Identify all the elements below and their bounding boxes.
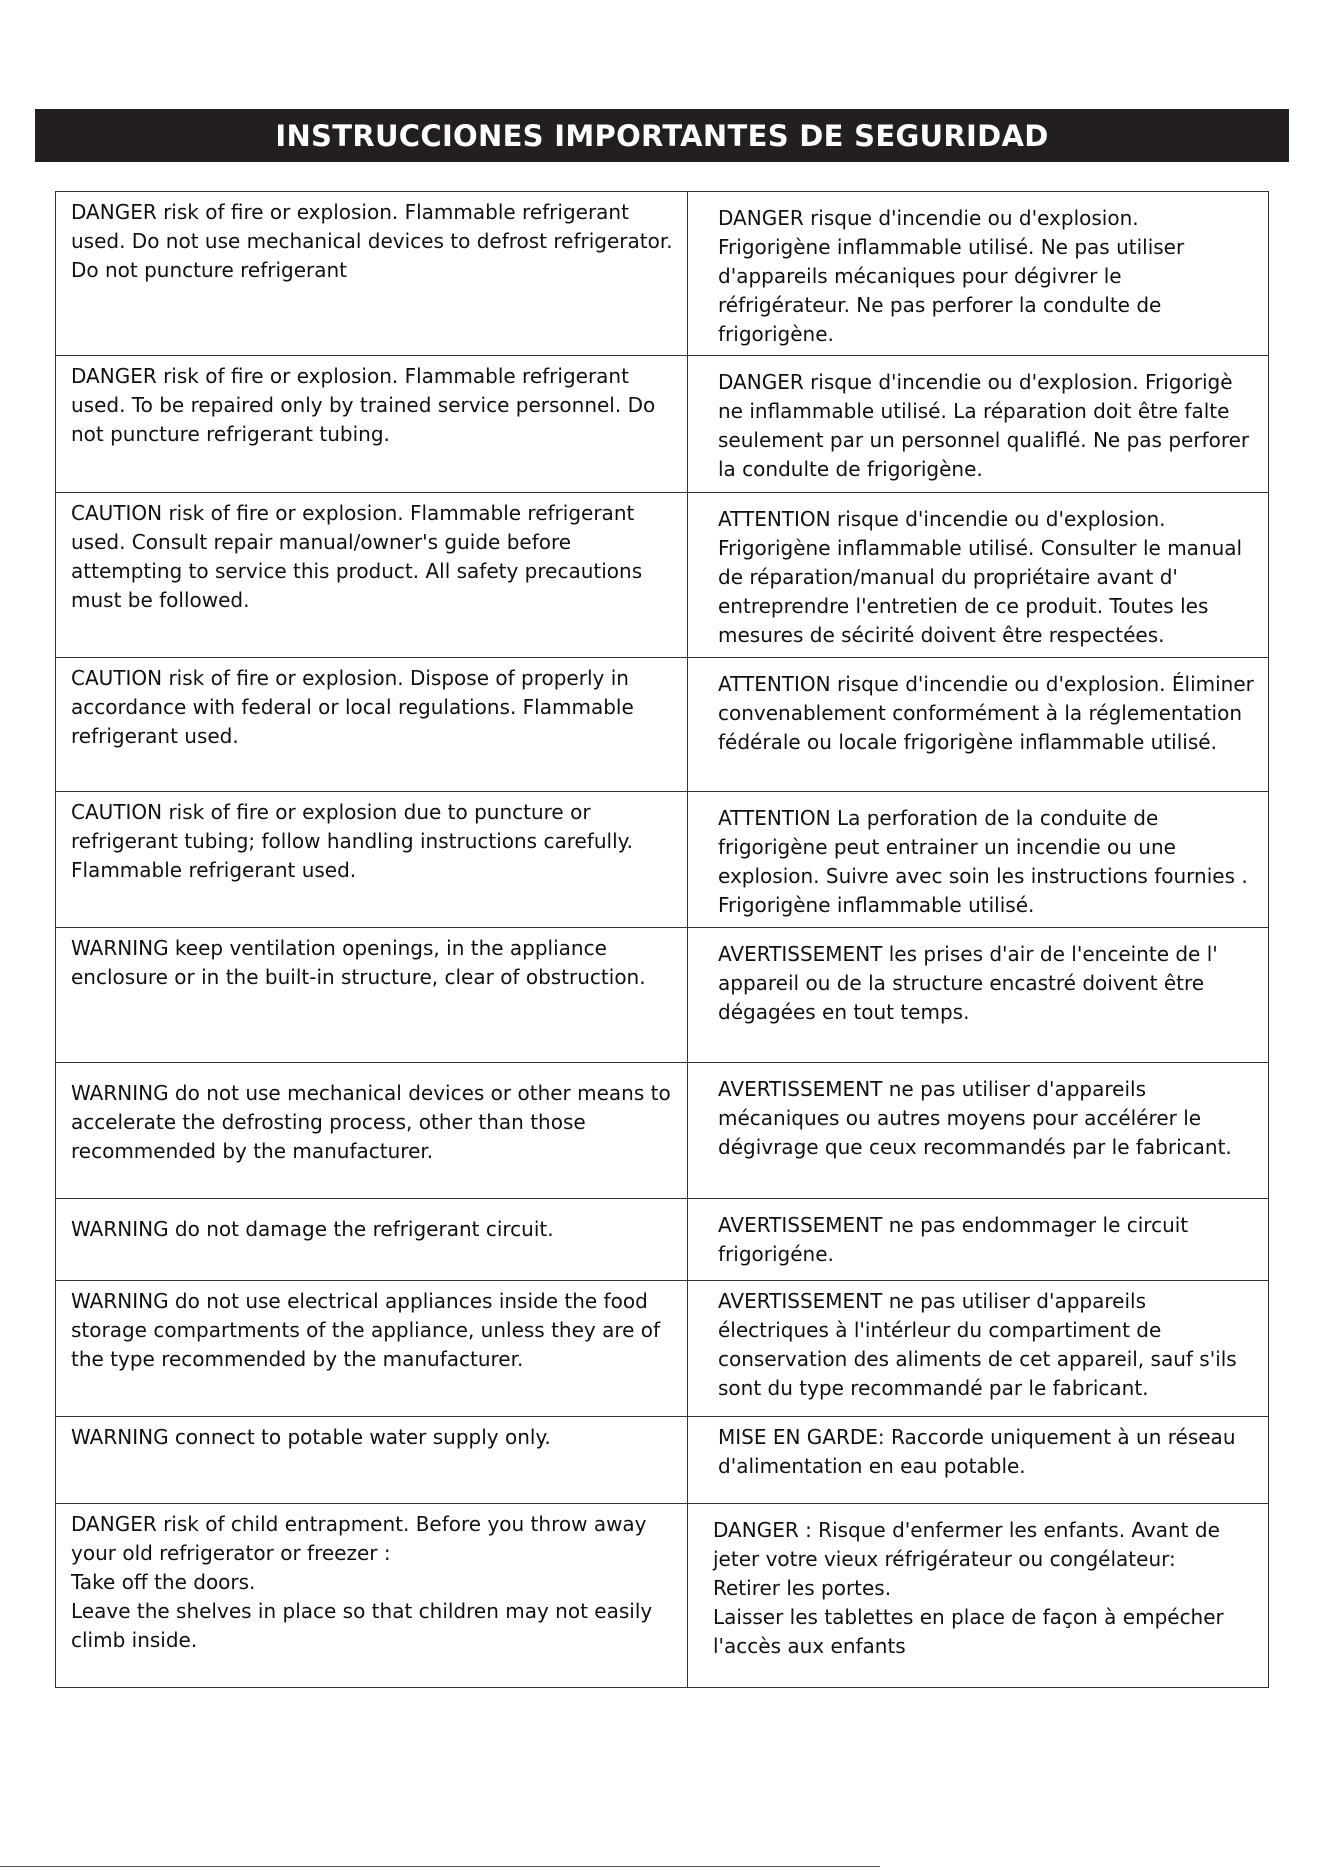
english-warning-cell: CAUTION risk of fire or explosion due to puncture or refrigerant tubing; follow handling instructions carefully. Flammable refrigerant used. <box>56 792 688 928</box>
french-warning-cell: ATTENTION risque d'incendie ou d'explosion. Éliminer convenablement conformément à la réglementation fédérale ou locale frigorigène inflammable utilisé. <box>688 658 1269 792</box>
table-row <box>56 192 1269 356</box>
page-header <box>35 109 1289 162</box>
table-row <box>56 1504 1269 1688</box>
french-warning-cell: DANGER risque d'incendie ou d'explosion. Frigorigè ne inflammable utilisé. La réparation doit être falte seulement par un personnel qualiflé. Ne pas perforer la condulte de frigorigène. <box>688 356 1269 493</box>
french-warning-cell: MISE EN GARDE: Raccorde uniquement à un réseau d'alimentation en eau potable. <box>688 1417 1269 1504</box>
table-row <box>56 658 1269 792</box>
footer-rule <box>0 1866 880 1867</box>
french-warning-cell: ATTENTION risque d'incendie ou d'explosion. Frigorigène inflammable utilisé. Consulter le manual de réparation/manual du propriétaire avant d' entreprendre l'entretien de ce produit. Toutes les mesures de sécirité doivent être respectées. <box>688 493 1269 658</box>
english-warning-cell: CAUTION risk of fire or explosion. Flammable refrigerant used. Consult repair manual/owner's guide before attempting to service this product. All safety precautions must be followed. <box>56 493 688 658</box>
french-warning-cell: AVERTISSEMENT ne pas utiliser d'appareils électriques à l'intérleur du compartiment de conservation des aliments de cet appareil, sauf s'ils sont du type recommandé par le fabricant. <box>688 1281 1269 1417</box>
french-warning-cell: DANGER risque d'incendie ou d'explosion. Frigorigène inflammable utilisé. Ne pas utiliser d'appareils mécaniques pour dégivrer le réfrigérateur. Ne pas perforer la condulte de frigorigène. <box>688 192 1269 356</box>
english-warning-cell: WARNING do not use electrical appliances inside the food storage compartments of the appliance, unless they are of the type recommended by the manufacturer. <box>56 1281 688 1417</box>
english-warning-cell: DANGER risk of fire or explosion. Flammable refrigerant used. To be repaired only by trained service personnel. Do not puncture refrigerant tubing. <box>56 356 688 493</box>
french-warning-cell: AVERTISSEMENT ne pas endommager le circuit frigorigéne. <box>688 1199 1269 1281</box>
english-warning-cell: DANGER risk of child entrapment. Before you throw away your old refrigerator or freezer : Take off the doors. Leave the shelves in place so that children may not easily climb inside. <box>56 1504 688 1688</box>
table-row <box>56 1281 1269 1417</box>
english-warning-cell: DANGER risk of fire or explosion. Flammable refrigerant used. Do not use mechanical devices to defrost refrigerator. Do not puncture refrigerant <box>56 192 688 356</box>
french-warning-cell: DANGER : Risque d'enfermer les enfants. Avant de jeter votre vieux réfrigérateur ou congélateur: Retirer les portes. Laisser les tablettes en place de façon à empécher l'accès aux enfants <box>688 1504 1269 1688</box>
french-warning-cell: AVERTISSEMENT ne pas utiliser d'appareils mécaniques ou autres moyens pour accélérer le dégivrage que ceux recommandés par le fabricant. <box>688 1063 1269 1199</box>
english-warning-cell: WARNING do not use mechanical devices or other means to accelerate the defrosting process, other than those recommended by the manufacturer. <box>56 1063 688 1199</box>
french-warning-cell: AVERTISSEMENT les prises d'air de l'enceinte de l' appareil ou de la structure encastré doivent être dégagées en tout temps. <box>688 928 1269 1063</box>
table-row <box>56 356 1269 493</box>
english-warning-cell: WARNING keep ventilation openings, in the appliance enclosure or in the built-in structure, clear of obstruction. <box>56 928 688 1063</box>
french-warning-cell: ATTENTION La perforation de la conduite de frigorigène peut entrainer un incendie ou une explosion. Suivre avec soin les instructions fournies . Frigorigène inflammable utilisé. <box>688 792 1269 928</box>
safety-instructions-table <box>55 191 1269 1688</box>
page-title: INSTRUCCIONES IMPORTANTES DE SEGURIDAD <box>275 118 1049 153</box>
table-row <box>56 792 1269 928</box>
table-row <box>56 928 1269 1063</box>
english-warning-cell: WARNING do not damage the refrigerant circuit. <box>56 1199 688 1281</box>
table-row <box>56 1199 1269 1281</box>
table-row <box>56 1063 1269 1199</box>
table-row <box>56 493 1269 658</box>
english-warning-cell: CAUTION risk of fire or explosion. Dispose of properly in accordance with federal or local regulations. Flammable refrigerant used. <box>56 658 688 792</box>
table-row <box>56 1417 1269 1504</box>
english-warning-cell: WARNING connect to potable water supply only. <box>56 1417 688 1504</box>
